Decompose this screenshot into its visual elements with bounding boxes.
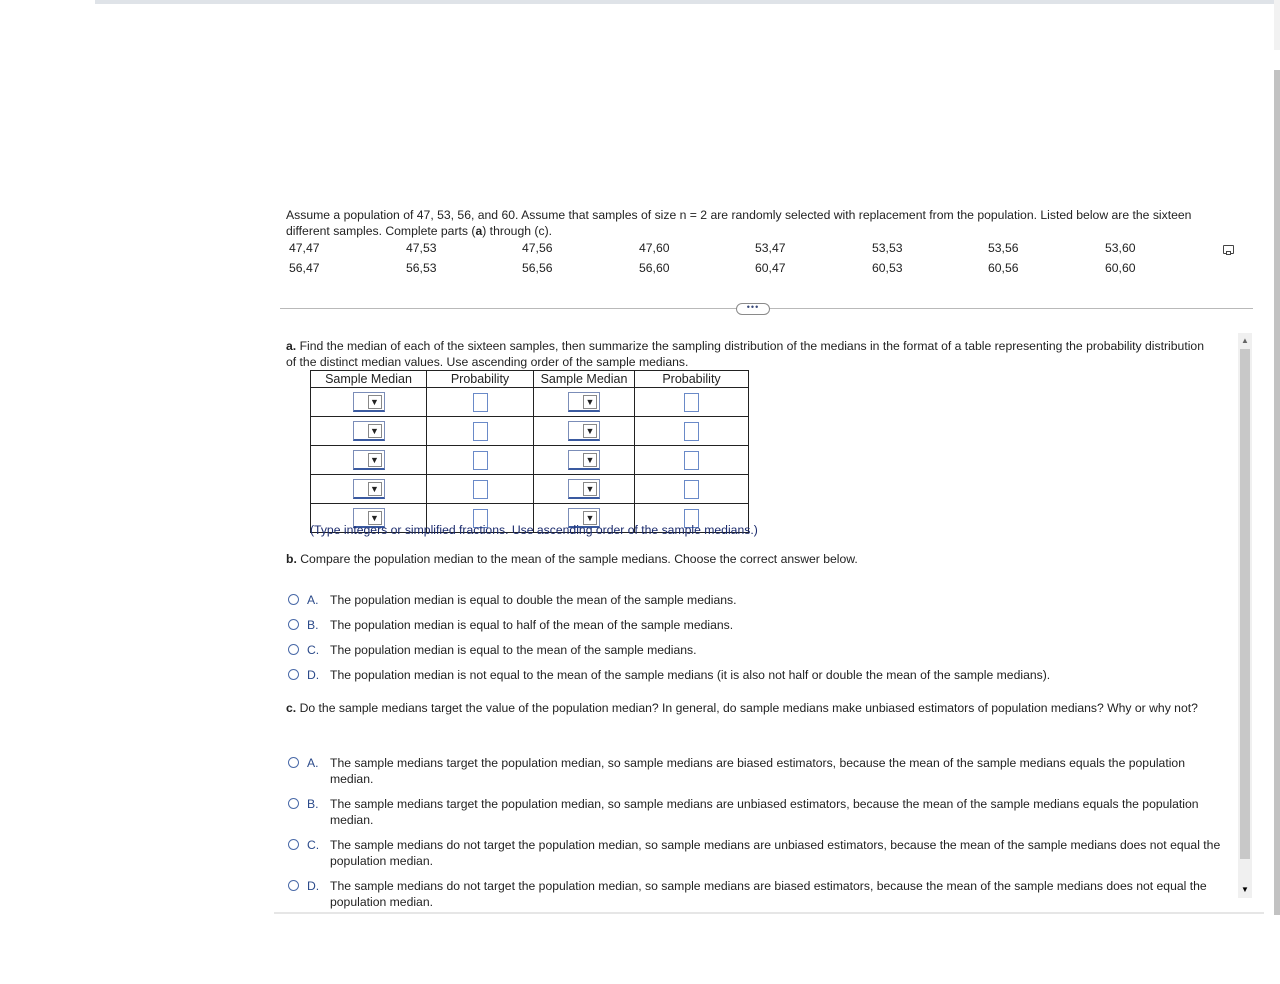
- table-row: [311, 388, 749, 417]
- header-sample-median-1: Sample Median: [311, 371, 427, 388]
- sample-value: 53,53: [872, 241, 903, 255]
- sample-value: 53,56: [988, 241, 1019, 255]
- dropdown-arrow-icon[interactable]: ▼: [368, 482, 382, 496]
- part-c-options: [288, 755, 1230, 919]
- sample-median-select[interactable]: [568, 421, 600, 441]
- table-cell: [311, 417, 427, 446]
- sample-value: 47,47: [289, 241, 320, 255]
- option-text: The sample medians do not target the population median, so sample medians are biased estimators, because the mean of the sample medians does not equal the population median.: [330, 879, 1207, 909]
- expand-more-button[interactable]: •••: [736, 303, 770, 315]
- option-letter: C.: [307, 643, 320, 657]
- table-cell: [534, 417, 635, 446]
- table-cell: [534, 388, 635, 417]
- intro-bold-a: a: [475, 224, 483, 238]
- table-cell: [427, 417, 534, 446]
- option-text: The population median is equal to half of the mean of the sample medians.: [330, 618, 734, 632]
- part-b-prompt: b. Compare the population median to the mean of the sample medians. Choose the correct answer below.: [286, 552, 858, 566]
- probability-input[interactable]: [684, 422, 699, 441]
- option-letter: B.: [307, 797, 319, 811]
- table-cell: [534, 446, 635, 475]
- radio-button[interactable]: [288, 669, 299, 680]
- dropdown-arrow-icon[interactable]: ▼: [583, 453, 597, 467]
- table-cell: [635, 388, 749, 417]
- table-cell: [635, 446, 749, 475]
- sample-median-select[interactable]: [568, 450, 600, 470]
- option-letter: C.: [307, 838, 320, 852]
- radio-button[interactable]: [288, 880, 299, 891]
- sample-value: 60,60: [1105, 261, 1136, 275]
- dropdown-arrow-icon[interactable]: ▼: [368, 395, 382, 409]
- print-icon[interactable]: [1223, 245, 1234, 254]
- part-b-options: [288, 592, 1230, 692]
- window-scrollbar-thumb[interactable]: [1274, 70, 1280, 915]
- probability-input[interactable]: [684, 451, 699, 470]
- sample-median-select[interactable]: [353, 421, 385, 441]
- sample-value: 60,47: [755, 261, 786, 275]
- part-b-option-c[interactable]: [288, 642, 1230, 658]
- option-text: The sample medians do not target the population median, so sample medians are unbiased estimators, because the mean of the sample medians does not equal the population median.: [330, 838, 1221, 868]
- part-c-option-d[interactable]: [288, 878, 1230, 910]
- part-b-option-b[interactable]: [288, 617, 1230, 633]
- dropdown-arrow-icon[interactable]: ▼: [583, 424, 597, 438]
- problem-intro: Assume a population of 47, 53, 56, and 60. Assume that samples of size n = 2 are randomly selected with replacement from the population. Listed below are the sixteen different samples. Complete parts (a) through (c).: [286, 208, 1192, 238]
- dropdown-arrow-icon[interactable]: ▼: [583, 511, 597, 525]
- option-text: The population median is not equal to the mean of the sample medians (it is also not half or double the mean of the sample medians).: [330, 668, 1051, 682]
- dropdown-arrow-icon[interactable]: ▼: [368, 511, 382, 525]
- sample-value: 47,56: [522, 241, 553, 255]
- answer-format-note: (Type integers or simplified fractions. Use ascending order of the sample medians.): [310, 523, 758, 537]
- part-c-option-a[interactable]: [288, 755, 1230, 787]
- header-probability-2: Probability: [635, 371, 749, 388]
- probability-input[interactable]: [473, 393, 488, 412]
- radio-button[interactable]: [288, 839, 299, 850]
- header-probability-1: Probability: [427, 371, 534, 388]
- table-cell: [635, 475, 749, 504]
- sample-value: 53,47: [755, 241, 786, 255]
- table-cell: [311, 475, 427, 504]
- sample-median-select[interactable]: [353, 479, 385, 499]
- part-b-option-d[interactable]: [288, 667, 1230, 683]
- radio-button[interactable]: [288, 798, 299, 809]
- radio-button[interactable]: [288, 757, 299, 768]
- part-c-option-c[interactable]: [288, 837, 1230, 869]
- sample-value: 60,53: [872, 261, 903, 275]
- distribution-table: [310, 370, 749, 533]
- sample-value: 56,60: [639, 261, 670, 275]
- option-text: The sample medians target the population median, so sample medians are biased estimators, because the mean of the sample medians equals the population median.: [330, 756, 1185, 786]
- table-row: [311, 446, 749, 475]
- option-letter: B.: [307, 618, 319, 632]
- table-cell: [427, 475, 534, 504]
- dropdown-arrow-icon[interactable]: ▼: [583, 482, 597, 496]
- probability-input[interactable]: [473, 480, 488, 499]
- probability-input[interactable]: [473, 451, 488, 470]
- part-a-prompt: a. Find the median of each of the sixteen samples, then summarize the sampling distribution of the medians in the format of a table representing the probability distribution of the distinct median values. Use ascending order of the sample medians.: [286, 339, 1204, 369]
- dropdown-arrow-icon[interactable]: ▼: [583, 395, 597, 409]
- sample-median-select[interactable]: [568, 392, 600, 412]
- sample-median-select[interactable]: [353, 450, 385, 470]
- option-letter: D.: [307, 668, 320, 682]
- radio-button[interactable]: [288, 644, 299, 655]
- option-letter: A.: [307, 756, 319, 770]
- sample-value: 47,53: [406, 241, 437, 255]
- probability-input[interactable]: [473, 422, 488, 441]
- sample-median-select[interactable]: [568, 479, 600, 499]
- top-bar: [95, 0, 1280, 4]
- option-text: The sample medians target the population median, so sample medians are unbiased estimators, because the mean of the sample medians equals the population median.: [330, 797, 1199, 827]
- table-cell: [311, 446, 427, 475]
- dropdown-arrow-icon[interactable]: ▼: [368, 453, 382, 467]
- sample-value: 56,53: [406, 261, 437, 275]
- sample-median-select[interactable]: [353, 392, 385, 412]
- scroll-down-arrow[interactable]: ▼: [1241, 885, 1249, 894]
- table-cell: [427, 446, 534, 475]
- sample-value: 53,60: [1105, 241, 1136, 255]
- table-cell: [534, 475, 635, 504]
- radio-button[interactable]: [288, 619, 299, 630]
- table-row: [311, 417, 749, 446]
- sample-value: 56,47: [289, 261, 320, 275]
- window-scrollbar-track: [1274, 0, 1280, 50]
- part-b-option-a[interactable]: [288, 592, 1230, 608]
- table-row: [311, 475, 749, 504]
- part-c-option-b[interactable]: [288, 796, 1230, 828]
- part-c-prompt: c. Do the sample medians target the value of the population median? In general, do sample medians make unbiased estimators of population medians? Why or why not?: [286, 701, 1198, 715]
- sample-value: 56,56: [522, 261, 553, 275]
- question-scroll-area[interactable]: [274, 330, 1238, 909]
- table-cell: [427, 388, 534, 417]
- bottom-divider: [274, 912, 1264, 914]
- table-cell: [635, 417, 749, 446]
- sample-value: 60,56: [988, 261, 1019, 275]
- option-letter: A.: [307, 593, 319, 607]
- radio-button[interactable]: [288, 594, 299, 605]
- question-scrollbar[interactable]: [1238, 333, 1252, 898]
- sample-value: 47,60: [639, 241, 670, 255]
- option-text: The population median is equal to double the mean of the sample medians.: [330, 593, 737, 607]
- probability-input[interactable]: [684, 393, 699, 412]
- probability-input[interactable]: [684, 480, 699, 499]
- header-sample-median-2: Sample Median: [534, 371, 635, 388]
- option-letter: D.: [307, 879, 320, 893]
- question-scrollbar-thumb[interactable]: [1240, 349, 1250, 859]
- table-cell: [311, 388, 427, 417]
- dropdown-arrow-icon[interactable]: ▼: [368, 424, 382, 438]
- option-text: The population median is equal to the mean of the sample medians.: [330, 643, 697, 657]
- scroll-up-arrow[interactable]: ▲: [1241, 336, 1249, 345]
